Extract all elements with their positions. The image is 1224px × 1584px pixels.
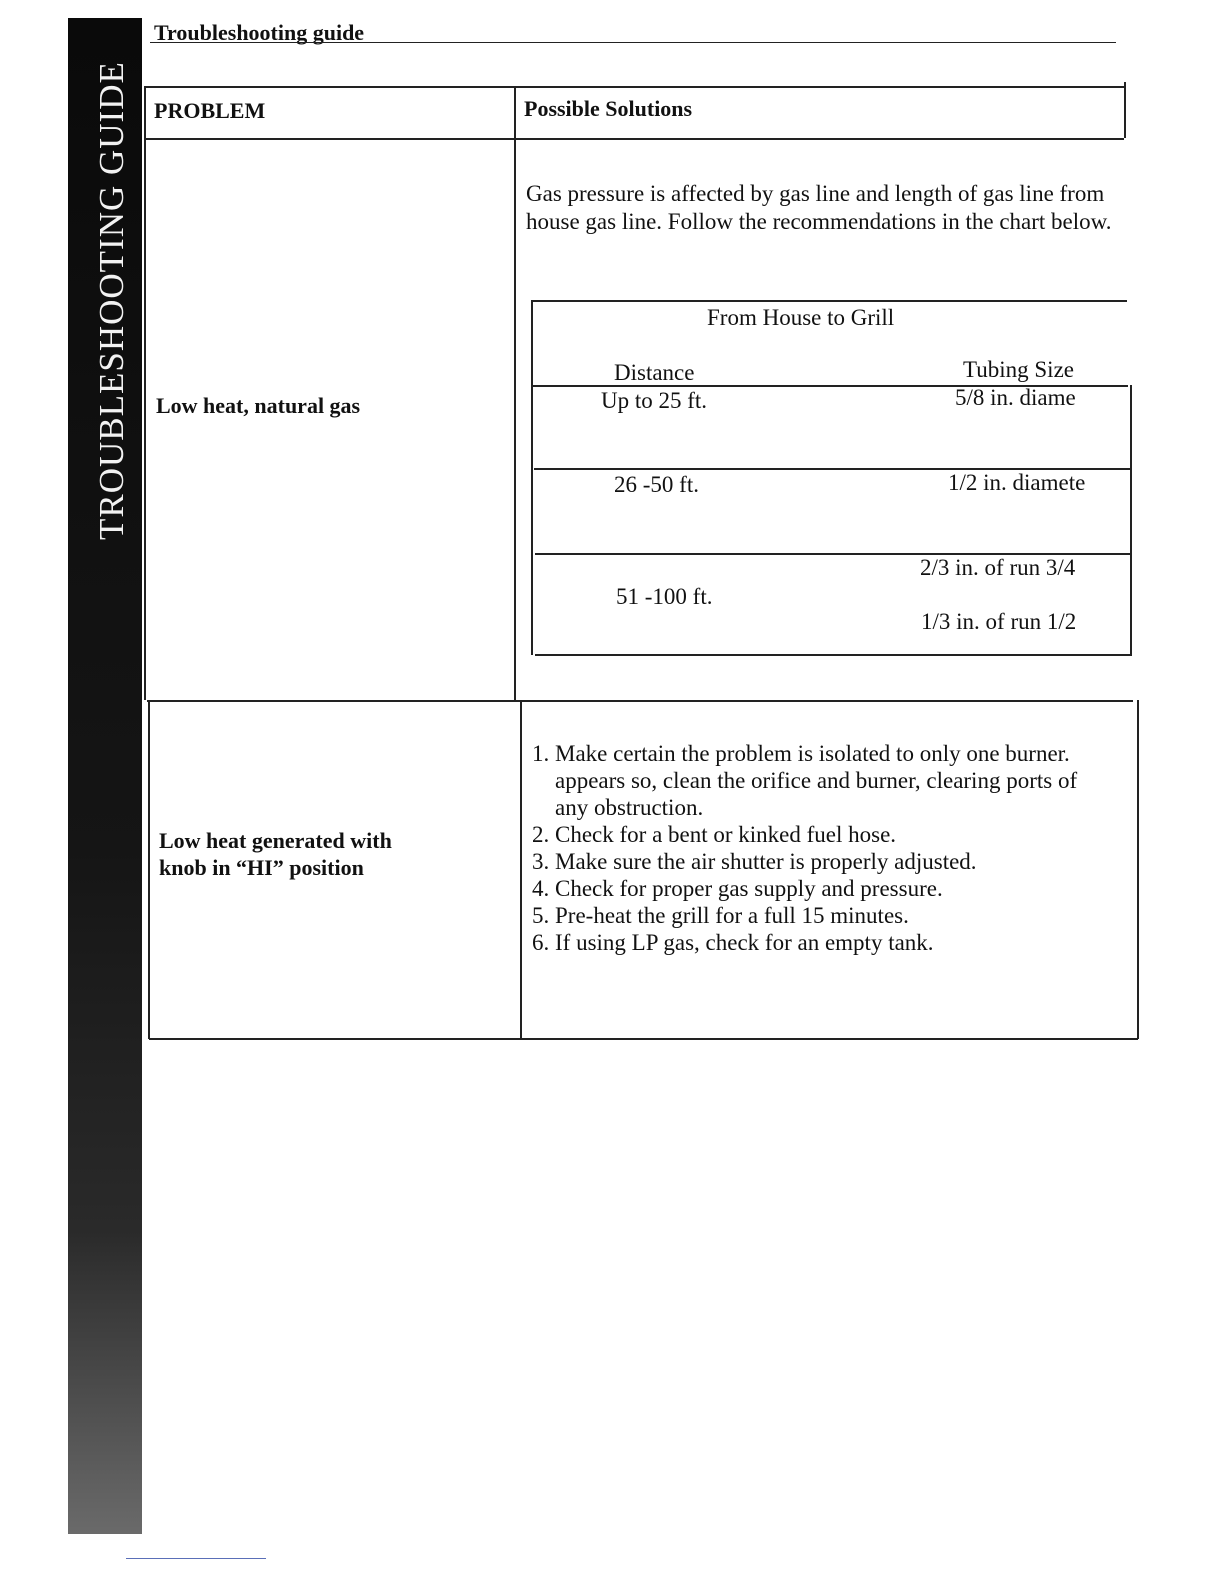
solution-step: 5. Pre-heat the grill for a full 15 minutes.: [532, 903, 909, 928]
chart-col-distance: Distance: [614, 360, 695, 385]
side-tab-label: TROUBLESHOOTING GUIDE: [92, 61, 131, 540]
problem-low-heat-hi-position: knob in “HI” position: [159, 855, 364, 880]
chart-distance-cell: 26 -50 ft.: [614, 472, 699, 497]
table-right-border: [1124, 82, 1126, 138]
table-left-border-lower: [148, 700, 150, 1039]
chart-col-tubing-size: Tubing Size: [963, 357, 1074, 382]
problem-column-header: PROBLEM: [154, 98, 266, 123]
table-left-border: [144, 86, 146, 700]
solution-step: 6. If using LP gas, check for an empty tank.: [532, 930, 934, 955]
solution-step: 2. Check for a bent or kinked fuel hose.: [532, 822, 897, 847]
solution-step: 4. Check for proper gas supply and pressure.: [532, 876, 943, 901]
solution-step: 1. Make certain the problem is isolated to only one burner. appears so, clean the orifice and burner, clearing ports of any obstruction.: [532, 741, 1078, 820]
table-top-border: [144, 86, 1124, 88]
chart-tubing-cell: 1/3 in. of run 1/2: [921, 609, 1077, 634]
table-right-border-lower: [1137, 700, 1139, 1039]
chart-tubing-cell: 2/3 in. of run 3/4: [920, 555, 1076, 580]
solution-steps-list: [532, 740, 1112, 956]
chart-bottom-border: [535, 654, 1132, 656]
chart-distance-cell: Up to 25 ft.: [601, 388, 708, 413]
problem-low-heat-hi-position: Low heat generated with: [159, 828, 392, 853]
table-bottom-border: [149, 1038, 1138, 1040]
chart-title: From House to Grill: [707, 305, 895, 330]
header-row-divider: [144, 138, 1124, 140]
solution-step: 3. Make sure the air shutter is properly adjusted.: [532, 849, 977, 874]
solutions-column-header: Possible Solutions: [524, 96, 693, 121]
chart-top-border: [531, 300, 1127, 302]
chart-left-border: [531, 300, 533, 655]
column-divider-lower: [520, 700, 522, 1039]
page-title: Troubleshooting guide: [154, 20, 365, 45]
header-rule: [150, 42, 1116, 43]
chart-right-border: [1130, 385, 1132, 655]
chart-tubing-cell: 5/8 in. diame: [955, 385, 1076, 410]
chart-distance-cell: 51 -100 ft.: [616, 584, 713, 609]
solution-paragraph: Gas pressure is affected by gas line and length of gas line from house gas line. Follow the recommendations in the chart below.: [526, 181, 1112, 234]
chart-tubing-cell: 1/2 in. diamete: [948, 470, 1086, 495]
footer-rule: [126, 1558, 266, 1559]
column-divider: [514, 86, 516, 700]
row-divider: [147, 700, 1133, 702]
problem-low-heat-natural-gas: Low heat, natural gas: [156, 393, 361, 418]
